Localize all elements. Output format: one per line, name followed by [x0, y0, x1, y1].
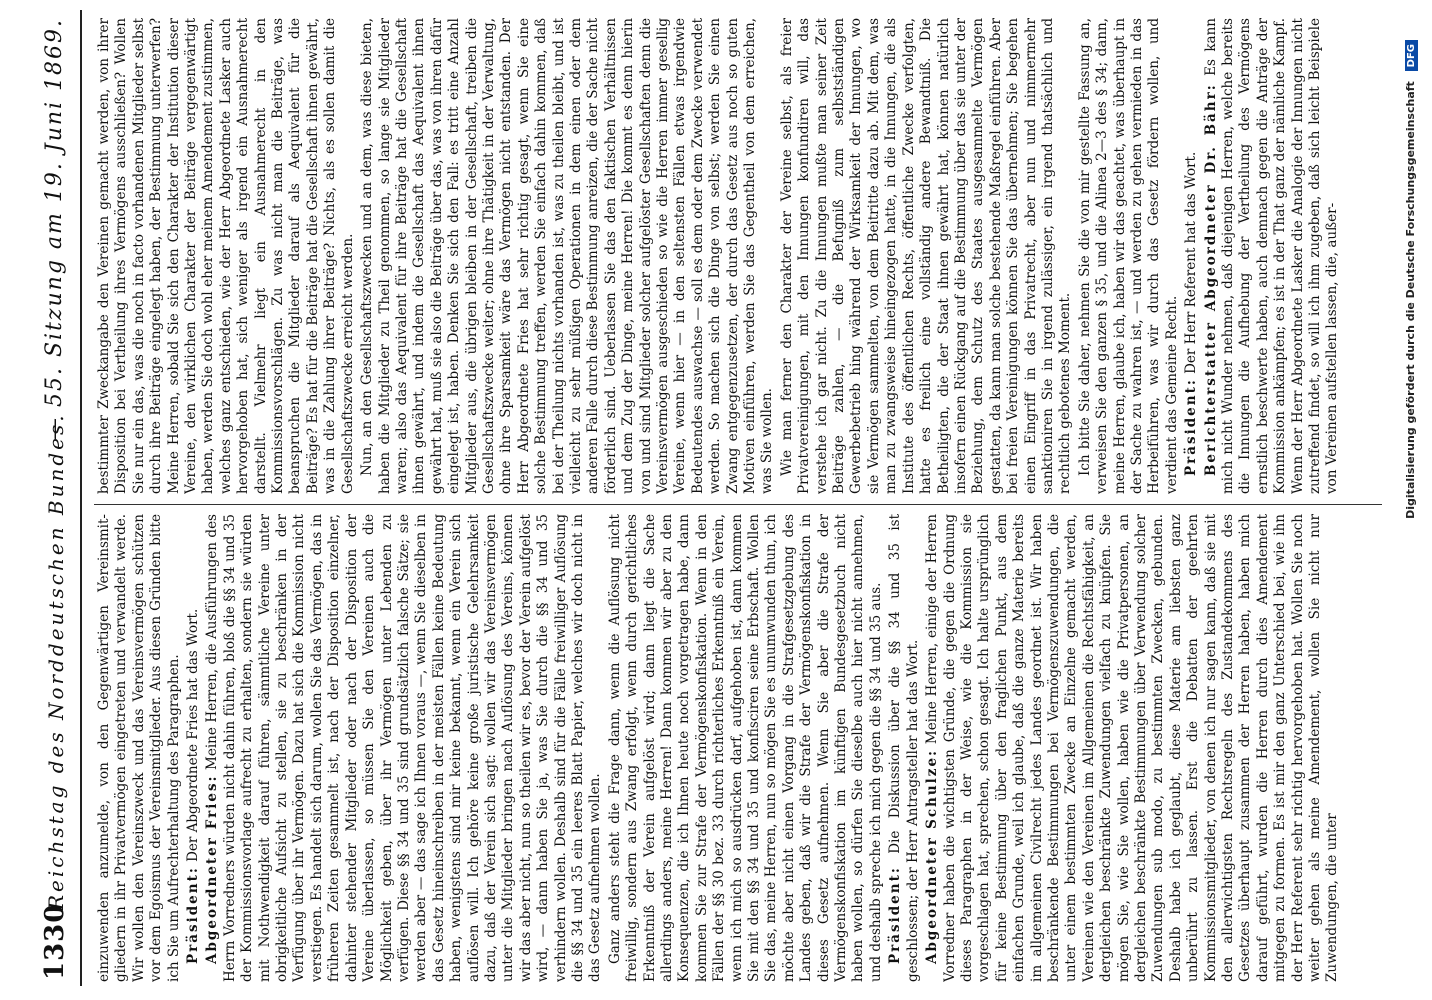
paragraph [1077, 18, 1181, 494]
paragraph [924, 514, 1342, 982]
running-head [38, 0, 74, 1000]
paragraph-text: Ich bitte Sie daher, nehmen Sie die von mir gestellte Fassung an, verweisen Sie den ganzen § 35, und die Alinea 2—3 des § 34; dann, meine Herren, glaube ich, haben wir das geachtet, was überhaupt in der Sache zu wahren ist, — und werden zu gehen vermieden in das Herbeiführen, was wir durch das Gesetz fördern wollen, und verdient das Gemeine Recht. [1076, 18, 1180, 494]
paragraph [96, 18, 357, 494]
right-text-column [96, 18, 1376, 494]
speaker-label: Präsident: [887, 866, 904, 964]
speaker-label: Präsident: [1183, 378, 1200, 476]
digitization-credit [1404, 0, 1418, 1000]
paragraph-text: Meine Herren, die Ausführungen des Herrn Vorredners würden nicht dahin führen, bloß die §§ 34 und 35 der Kommissionsvorlage aufrecht zu erhalten, sondern sie würden mit Nothwendigkeit darauf führen, sämmtliche Vereine unter obrigkeitliche Aufsicht zu stellen, sie zu beschränken in der Verfügung über ihr Vermögen. Dazu hat sich die Kommission nicht verstiegen. Es handelt sich darum, wollen Sie das Vermögen, das in früheren Zeiten gesammelt ist, nach der Disposition einzelner, dahinter stehender Mitglieder oder nach der Disposition der Vereine überlassen, so müssen Sie den Vereinen auch die Möglichkeit geben, über ihr Vermögen unter Lebenden zu verfügen. Diese §§ 34 und 35 sind grundsätzlich falsche Sätze; sie werden aber — das sage ich Ihnen voraus —, wenn Sie dieselben in das Gesetz hineinschreiben in der meisten Fällen keine Bedeutung haben, wenigstens sind mir keine bekannt, wenn ein Verein sich auflösen will. Ich gehöre keine große juristische Gelehrsamkeit dazu, daß der Verein sich sagt: wollen wir das Vereinsvermögen unter die Mitglieder bringen nach Auflösung des Vereins, können wir das aber nicht, nun so theilen wir es, bevor der Verein aufgelöst wird, — dann haben Sie ja, was Sie durch die §§ 34 und 35 verhindern wollen. Deshalb sind für die Fälle freiwilliger Auflösung die §§ 34 und 35 ein leeres Blatt Papier, welches wir doch nicht in das Gesetz aufnehmen wollen. [204, 514, 604, 982]
page-number: 1330 [40, 903, 70, 980]
speaker-label: Abgeordneter Schulze: [924, 748, 941, 964]
paragraph-text: einzuwenden anzumelde, von den Gegenwärtigen Vereinsmitgliedern in ihr Privatvermögen eingetreten und verwandelt werde. Wir wollen den Vereinszweck und das Vereinsvermögen schützen vor dem Egoismus der Vereinsmitglieder. Aus diesen Gründen bitte ich Sie um Aufrechterhaltung des Paragraphen. [96, 514, 182, 982]
speaker-label: Abgeordneter Fries: [204, 774, 221, 964]
publication-title: Reichstag des Norddeutschen Bundes. [44, 412, 68, 910]
paragraph-text: Der Abgeordnete Fries hat das Wort. [185, 608, 202, 862]
paragraph [204, 514, 604, 982]
paragraph-text: bestimmter Zweckangabe den Vereinen gemacht werden, von ihrer Disposition bei Vertheilung ihres Vermögens ausschließen? Wollen Sie nur ein das, was die noch in facto vorhandenen Mitglieder selbst durch ihre Beiträge eingelegt haben, der Bestimmung unterwerfen? Meine Herren, sobald Sie sich den Charakter der Institution dieser Vereine, den wirklichen Charakter der Beiträge vergegenwärtigt haben, werden Sie doch wohl eher meinem Amendement zustimmen, welches ganz entschieden, wie der Herr Abgeordnete Lasker auch hervorgehoben hat, sich weniger als irgend ein Ausnahmerecht darstellt. Vielmehr liegt ein Ausnahmerecht in den Kommissionsvorschlägen. Zu was nicht man die Beiträge, was beanspruchen die Mitglieder darauf als Aequivalent für die Beiträge? Es hat für die Beiträge hat die Gesellschaft ihnen gewährt, was in die Zahlung ihrer Beiträge? Nichts, als es sollen damit die Gesellschaftszwecke erreicht werden. [96, 18, 356, 494]
paragraph-text: Die Diskussion über die §§ 34 und 35 ist geschlossen; der Herr Antragsteller hat das Wort. [887, 514, 921, 982]
paragraph [359, 18, 777, 494]
paragraph-text: Meine Herren, einige der Herren Vorredner haben die wichtigsten Gründe, die gegen die Ordnung dieses Paragraphen in der Weise, wie die Kommission sie vorgeschlagen hat, sprechen, schon gesagt. Ich halte ursprünglich für keine Bestimmung über den fraglichen Punkt, aus dem einfachen Grunde, weil ich glaube, daß die ganze Materie bereits im allgemeinen Civilrecht jedes Landes geordnet ist. Wir haben beschränkende Bestimmungen bei Vermögenszuwendungen, die unter einem bestimmten Zwecke an Einzelne gemacht werden, Vereinen wie den Vereinen im Allgemeinen die Rechtsfähigkeit, an dergleichen beschränkte Zuwendungen vielfach zu knüpfen. Sie mögen Sie, wie Sie wollen, haben wie die Privatpersonen, an dergleichen beschränkte Bestimmungen über Verwendung solcher Zuwendungen sub modo, zu bestimmten Zwecken, gebunden. Deshalb habe ich geglaubt, diese Materie am liebsten ganz unberührt zu lassen. Erst die Debatten der geehrten Kommissionsmitglieder, von denen ich nur sagen kann, daß sie mit den allerwichtigsten Rechtsregeln des Zustandekommens des Gesetzes überhaupt zusammen der Herren haben, haben mich darauf geführt, wurden die Herren durch dies Amendement mitgegen zu formen. Es ist mir den ganz Unterschied bei, wie ihn der Herr Referent sehr richtig hervorgehoben hat. Wollen Sie noch weiter gehen als meine Amendement, wollen Sie nicht nur Zuwendungen, die unter [924, 514, 1341, 982]
paragraph [779, 18, 1075, 494]
paragraph [1203, 18, 1342, 494]
session-title: — 55. Sitzung am 19. Juni 1869. [42, 17, 67, 440]
credit-text: Digitalisierung gefördert durch die Deutsche Forschungsgemeinschaft [1404, 81, 1417, 519]
paragraph [887, 514, 922, 982]
paragraph [185, 514, 202, 982]
paragraph [607, 514, 886, 982]
speaker-label: Berichterstatter Abgeordneter Dr. Bähr: [1202, 83, 1219, 476]
paragraph [1183, 18, 1200, 494]
paragraph-text: Nun, an den Gesellschaftszwecken und an dem, was diese bieten, haben die Mitglieder zu Theil genommen, so lange sie Mitglieder waren; also das Aequivalent für ihre Beiträge hat die Gesellschaft ihnen gewährt, und indem die Gesellschaft das Aequivalent ihnen gewährt hat, muß sie also die Beiträge über das, was von ihren dafür eingelegt ist, haben. Denken Sie sich den Fall: es tritt eine Anzahl Mitglieder aus, die übrigen bleiben in der Gesellschaft, treiben die Gesellschaftszwecke weiter; ohne ihre Thätigkeit in der Verwaltung, ohne ihre Sparsamkeit wäre das Vermögen nicht entstanden. Der Herr Abgeordnete Fries hat sehr richtig gesagt, wenn Sie eine solche Bestimmung treffen, werden Sie einfach dahin kommen, daß bei der Theilung nichts vorhanden ist, was zu theilen bleibt, und ist vielleicht zu sehr müßigen Operationen in dem einen oder dem anderen Falle durch diese Bestimmung anreizen, die der Sache nicht förderlich sind. Ueberlassen Sie das den faktischen Verhältnissen und dem Zug der Dinge, meine Herren! Die kommt es denn hierin von und sind Mitglieder solcher aufgelöster Gesellschaften denn die Vereinsvermögen ausgeschieden so wie die Herren immer gesellig Vereine, wenn hier — in den seltensten Fällen etwas irgendwie Bedeutendes auswachse — soll es dem oder dem Zwecke verwendet werden. So machen sich die Dinge von selbst; werden Sie einen Zwang entgegenzusetzen, der durch das Gesetz aus noch so guten Motiven einführen, werden Sie das Gegentheil von dem erreichen, was Sie wollen. [359, 18, 776, 494]
paragraph-text: Wie man ferner den Charakter der Vereine selbst, als freier Privatvereinigungen, mit den Innungen konfundiren will, das verstehe ich gar nicht. Zu die Innungen mußte man seiner Zeit Beiträge zahlen, — die Befugniß zum selbstständigen Gewerbebetrieb hing während der Wirksamkeit der Innungen, wo sie Vermögen sammelten, von dem Beitritte dazu ab. Mit dem, was man zu zwangsweise hineingezogen hatte, in die Innungen, die als Institute des öffentlichen Rechts, öffentliche Zwecke verfolgten, hatte es freilich eine vollständig andere Bewandtniß. Die Betheiligten, die der Staat ihnen gewährt hat, können natürlich insofern einen Rückgang auf die Bestimmung über das sie unter der Beziehung, dem Schutz des Staates ausgesammelte Vermögen gestatten, da kann man solche bestehende Maßregel einführen. Aber bei freien Vereinigungen können Sie das übernehmen; Sie begehen einen Eingriff in das Privatrecht, aber nun und nimmermehr sanktioniren Sie in irgend zulässiger, ein irgend thatsächlich und rechtlich gebotenes Moment. [778, 18, 1074, 494]
left-text-column [96, 514, 1376, 982]
header-rule [80, 10, 82, 986]
speaker-label: Präsident: [185, 866, 202, 964]
paragraph-text: Der Herr Referent hat das Wort. [1183, 151, 1200, 374]
paragraph [96, 514, 183, 982]
paragraph-text: Ganz anders steht die Frage dann, wenn die Auflösung nicht freiwillig, sondern aus Zwang erfolgt, wenn durch gerichtliches Erkenntniß der Verein aufgelöst wird; dann liegt die Sache allerdings anders, meine Herren! Dann kommen wir aber zu den Konsequenzen, die ich Ihnen heute noch vorgetragen habe, dann kommen Sie zur Strafe der Vermögenskonfiskation. Wenn in den Fällen der §§ 30 bez. 33 durch richterliches Erkenntniß ein Verein, wenn ich mich so ausdrücken darf, aufgehoben ist, dann kommen Sie mit den §§ 34 und 35 und konfisciren seine Erbschaft. Wollen Sie das, meine Herren, nun so mögen Sie es unumwunden thun, ich möchte aber nicht einen Vorgang in die Strafgesetzgebung des Landes geben, daß wir die Strafe der Vermögenskonfiskation in dieses Gesetz aufnehmen. Wenn Sie aber die Strafe der Vermögenskonfiskation im künftigen Bundesgesetzbuch nicht haben wollen, so dürfen Sie dieselbe auch hier nicht annehmen, und deshalb spreche ich mich gegen die §§ 34 und 35 aus. [606, 514, 884, 982]
dfg-logo: DFG [1405, 40, 1418, 71]
column-divider [94, 504, 1382, 505]
paragraph-text: Es kann mich nicht Wunder nehmen, daß diejenigen Herren, welche bereits die Innungen die Aufhebung der Vertheilung des Vermögens ernstlich beschwerte haben, auch demnach gegen die Anträge der Kommission ankämpfen; es ist in der That ganz der nämliche Kampf. Wenn der Herr Abgeordnete Lasker die Analogie der Innungen nicht zutreffend findet, so will ich ihm zugeben, daß sich leicht Beispiele von Vereinen aufstellen lassen, die, außer- [1202, 18, 1341, 494]
